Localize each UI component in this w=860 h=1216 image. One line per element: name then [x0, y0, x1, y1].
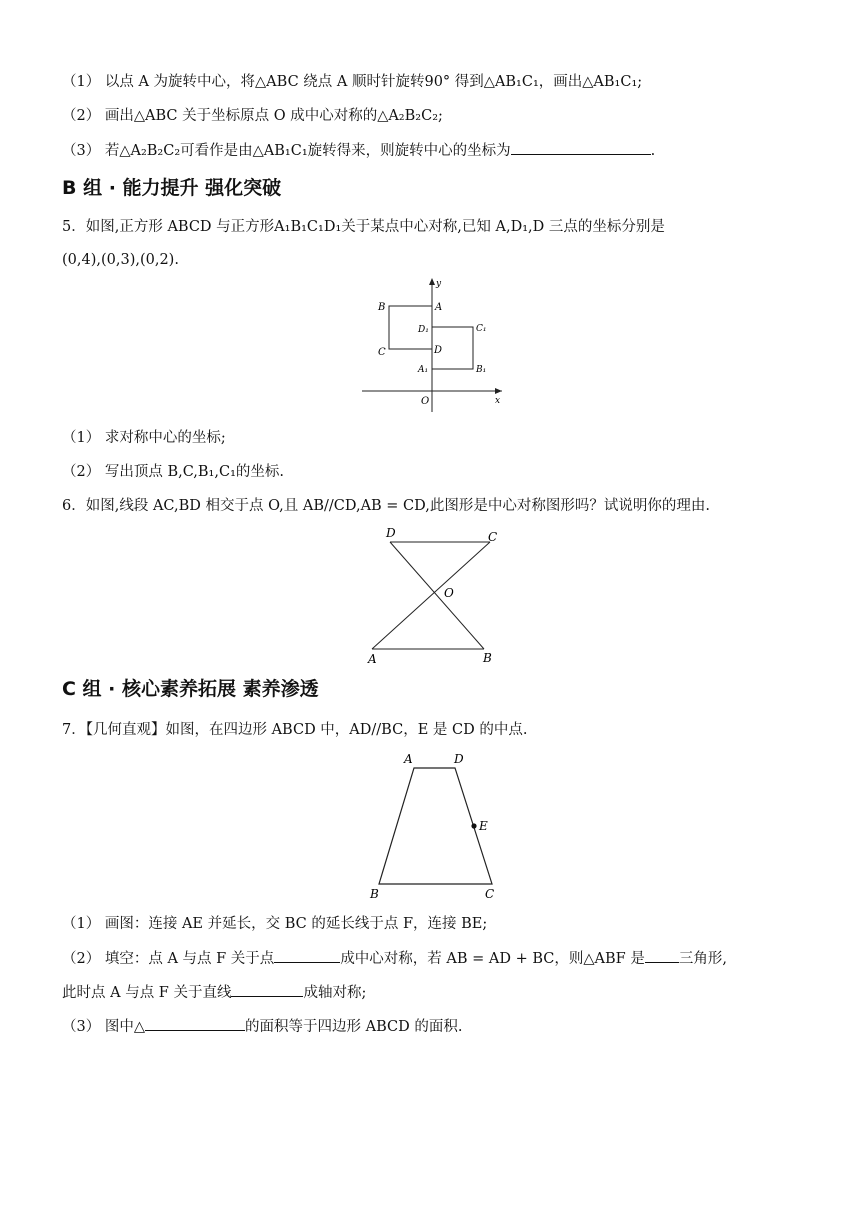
segment-bd — [390, 542, 484, 649]
q7-part3-text-b: 的面积等于四边形 ABCD 的面积. — [245, 1019, 463, 1035]
label-A: A — [435, 302, 443, 313]
q7-part3 — [62, 1016, 462, 1037]
label-D1: D₁ — [418, 325, 429, 335]
q5-part1: （1） 求对称中心的坐标; — [62, 430, 226, 446]
label-A: A — [368, 652, 377, 666]
q7-quadrilateral-figure — [362, 748, 512, 904]
group-c-heading: C 组 · 核心素养拓展 素养渗透 — [62, 678, 319, 700]
q5-coordinate-figure — [356, 272, 516, 417]
label-B1: B₁ — [476, 365, 487, 375]
q7-part3-text-a: （3） 图中△ — [62, 1019, 145, 1035]
q4-part2: （2） 画出△ABC 关于坐标原点 O 成中心对称的△A₂B₂C₂; — [62, 108, 443, 124]
q7-stem: 7．【几何直观】如图，在四边形 ABCD 中，AD//BC，E 是 CD 的中点. — [62, 722, 528, 738]
label-B: B — [378, 302, 386, 313]
q5-part2: （2） 写出顶点 B,C,B₁,C₁的坐标. — [62, 464, 284, 480]
label-B: B — [483, 651, 492, 665]
label-x: x — [495, 396, 501, 406]
label-C: C — [485, 887, 495, 901]
q7-part1: （1） 画图：连接 AE 并延长，交 BC 的延长线于点 F，连接 BE; — [62, 916, 488, 932]
label-D: D — [434, 345, 443, 356]
q6-figure — [362, 524, 502, 666]
label-O: O — [421, 396, 430, 407]
q4-part3-text: （3） 若△A₂B₂C₂可看作是由△AB₁C₁旋转得来，则旋转中心的坐标为 — [62, 143, 511, 159]
q5-stem-line2: (0,4),(0,3),(0,2). — [62, 252, 179, 268]
q7-part2-line1 — [62, 948, 727, 969]
q7-part2-text-a: （2） 填空：点 A 与点 F 关于点 — [62, 951, 275, 967]
x-axis-arrow — [495, 388, 502, 394]
label-A1: A₁ — [418, 365, 429, 375]
label-D: D — [386, 526, 396, 540]
label-O: O — [444, 586, 454, 600]
label-C1: C₁ — [476, 324, 487, 334]
q7-part2-blank-point[interactable] — [274, 948, 340, 963]
q7-part2-blank-triangle[interactable] — [645, 948, 679, 963]
label-C: C — [378, 347, 386, 358]
group-b-heading: B 组 · 能力提升 强化突破 — [62, 177, 282, 199]
q6-stem: 6．如图,线段 AC,BD 相交于点 O,且 AB//CD,AB = CD,此图形是中心对称图形吗？试说明你的理由. — [62, 498, 710, 514]
q4-part3-end: . — [650, 143, 656, 159]
q7-part3-blank-triangle[interactable] — [145, 1016, 245, 1031]
q7-part2-line2 — [62, 982, 366, 1003]
label-y: y — [436, 279, 442, 289]
label-B: B — [370, 887, 379, 901]
segment-ac — [372, 542, 490, 649]
point-E — [471, 823, 476, 828]
label-E: E — [479, 819, 488, 833]
q4-part3 — [62, 140, 655, 161]
q4-part3-blank[interactable] — [511, 140, 651, 155]
label-D: D — [454, 752, 464, 766]
label-A: A — [404, 752, 413, 766]
q5-stem-line1: 5．如图,正方形 ABCD 与正方形A₁B₁C₁D₁关于某点中心对称,已知 A,D₁,D 三点的坐标分别是 — [62, 219, 665, 235]
q7-part2-line2-text-a: 此时点 A 与点 F 关于直线 — [62, 985, 232, 1001]
q7-part2-blank-line[interactable] — [231, 982, 303, 997]
q7-part2-text-c: 三角形, — [678, 951, 727, 967]
label-C: C — [488, 530, 498, 544]
q4-part1: （1） 以点 A 为旋转中心，将△ABC 绕点 A 顺时针旋转90° 得到△AB₁C₁，画出△AB₁C₁; — [62, 74, 643, 90]
q7-part2-line2-text-b: 成轴对称; — [303, 985, 367, 1001]
y-axis-arrow — [429, 278, 435, 285]
q7-part2-text-b: 成中心对称，若 AB = AD + BC，则△ABF 是 — [340, 951, 645, 967]
